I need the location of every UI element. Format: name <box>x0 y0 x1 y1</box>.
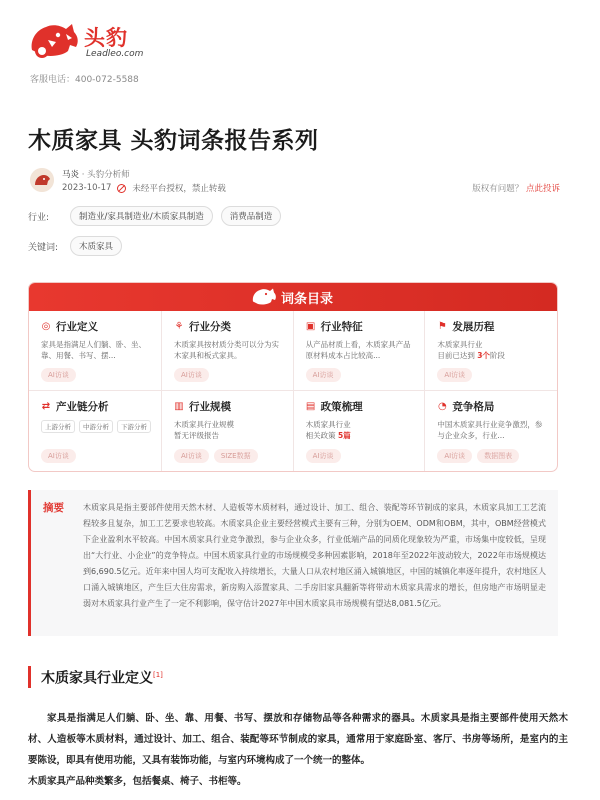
section-title: 木质家具行业定义[1] <box>28 666 163 688</box>
author-name: 马炎 <box>62 170 80 180</box>
publish-meta <box>62 182 226 194</box>
complaint-link[interactable]: 点此投诉 <box>525 184 560 194</box>
ai-interview-badge[interactable]: AI访谈 <box>41 368 76 382</box>
toc-title: 词条目录 <box>281 292 334 307</box>
ai-interview-badge[interactable]: AI访谈 <box>437 449 472 463</box>
industry-label: 行业: <box>28 212 50 223</box>
reprint-notice: 未经平台授权，禁止转载 <box>132 184 226 194</box>
table-of-contents <box>28 282 558 472</box>
abstract-text: 木质家具是指主要部件使用天然木材、人造板等木质材料，通过设计、加工、组合、装配等环节制成的家具，木质家具加工工艺流程较多且复杂，加工工艺要求也较高。木质家具企业主要经营模式主要有三种，分别为OEM、ODM和OBM，其中，OBM经营模式下企业盈利水平较高。中国木质家具行业竞争激烈，参与企业众多，行业低端产品的同质化现象较为严重，市场集中度较低，呈现出“大行业、小企业”的竞争特点。中国木质家具行业的市场规模受多种因素影响，2018年至2022年波动较大，2022年市场规模达到6,690.5亿元。近年来中国人均可支配收入持续增长，大量人口从农村地区涌入城镇地区，中国的城镇化率逐年提升，农村地区人口涌入城镇地区，产生巨大住房需求，新房购入添置家具、二手房旧家具翻新等将带动木质家具需求的增长，但房地产市场明显走弱对木质家具行业产生了一定不利影响，保守估计2027年中国木质家具市场规模有望达8,081.5亿元。 <box>83 503 546 608</box>
keyword-label: 关键词: <box>28 242 59 253</box>
abstract-label: 摘要 <box>43 502 64 514</box>
upstream-tag[interactable]: 上游分析 <box>41 420 75 433</box>
publish-date: 2023-10-17 <box>62 183 112 193</box>
brand-logo[interactable] <box>28 18 168 66</box>
toc-item-history[interactable]: ⚑ 发展历程 木质家具行业 目前已达到 3个阶段 AI访谈 <box>425 311 557 391</box>
toc-item-definition[interactable]: ◎ 行业定义 家具是指满足人们躺、卧、坐、靠、用餐、书写、摆... AI访谈 <box>29 311 162 391</box>
ai-interview-badge[interactable]: AI访谈 <box>174 449 209 463</box>
history-icon: ⚑ <box>437 320 447 332</box>
tiger-logo-icon <box>28 20 80 60</box>
brand-domain: Leadleo.com <box>86 49 144 59</box>
toc-item-policy[interactable]: ▤ 政策梳理 木质家具行业 相关政策 5篇 AI访谈 <box>294 391 426 471</box>
industry-tag[interactable]: 制造业/家具制造业/木质家具制造 <box>70 206 213 226</box>
chain-icon: ⇄ <box>41 400 51 412</box>
avatar <box>30 168 54 192</box>
definition-icon: ◎ <box>41 320 51 332</box>
industry-row <box>28 206 281 226</box>
ai-interview-badge[interactable]: AI访谈 <box>306 368 341 382</box>
toc-item-competition[interactable]: ◔ 竞争格局 中国木质家具行业竞争激烈，参与企业众多，行业... AI访谈 数据图表 <box>425 391 557 471</box>
policy-icon: ▤ <box>305 400 316 412</box>
ai-interview-badge[interactable]: AI访谈 <box>174 368 209 382</box>
avatar-tiger-icon <box>30 168 54 192</box>
toc-item-market-size[interactable]: ▥ 行业规模 木质家具行业规模 暂无评级报告 AI访谈 SIZE数据 <box>162 391 294 471</box>
feature-icon: ▣ <box>305 320 316 332</box>
reference-link[interactable]: [1] <box>153 671 163 679</box>
toc-item-classification[interactable]: ⚘ 行业分类 木质家具按材质分类可以分为实木家具和板式家具。 AI访谈 <box>162 311 294 391</box>
toc-item-industry-chain[interactable]: ⇄ 产业链分析 上游分析 中游分析 下游分析 AI访谈 <box>29 391 162 471</box>
page-title: 木质家具 头豹词条报告系列 <box>28 128 319 154</box>
downstream-tag[interactable]: 下游分析 <box>117 420 151 433</box>
scale-icon: ▥ <box>174 400 184 412</box>
keyword-tag[interactable]: 木质家具 <box>70 236 122 256</box>
midstream-tag[interactable]: 中游分析 <box>79 420 113 433</box>
copyright-report <box>472 182 560 194</box>
body-paragraph: 木质家具产品种类繁多，包括餐桌、椅子、书柜等。 <box>28 776 247 787</box>
ai-interview-badge[interactable]: AI访谈 <box>437 368 472 382</box>
body-paragraph: 家具是指满足人们躺、卧、坐、靠、用餐、书写、摆放和存储物品等各种需求的器具。木质家具是指主要部件使用天然木材、人造板等木质材料，通过设计、加工、组合、装配等环节制成的家具，通常用于家庭卧室、客厅、书房等场所，是室内的主要陈设，即具有使用功能，又具有装饰功能，与室内环境构成了一个统一的整体。 <box>28 713 568 766</box>
tiger-logo-icon <box>251 286 277 307</box>
no-reprint-icon <box>117 184 126 193</box>
ai-interview-badge[interactable]: AI访谈 <box>306 449 341 463</box>
classification-icon: ⚘ <box>174 320 184 332</box>
toc-item-features[interactable]: ▣ 行业特征 从产品材质上看，木质家具产品原材料成本占比较高... AI访谈 <box>294 311 426 391</box>
ai-interview-badge[interactable]: AI访谈 <box>41 449 76 463</box>
copyright-question: 版权有问题？ <box>472 184 524 194</box>
brand-name: 头豹 <box>84 26 128 50</box>
customer-hotline: 客服电话：400-072-5588 <box>30 75 139 85</box>
author-role: 头豹分析师 <box>87 170 130 180</box>
toc-header <box>29 283 557 311</box>
size-data-badge[interactable]: SIZE数据 <box>214 449 258 463</box>
industry-tag[interactable]: 消费品制造 <box>221 206 282 226</box>
section-body <box>28 708 568 792</box>
author-info: 马炎 · 头豹分析师 <box>62 170 130 180</box>
keyword-row <box>28 236 122 256</box>
competition-icon: ◔ <box>437 400 447 412</box>
abstract-box <box>28 490 558 636</box>
data-chart-badge[interactable]: 数据图表 <box>477 449 519 463</box>
